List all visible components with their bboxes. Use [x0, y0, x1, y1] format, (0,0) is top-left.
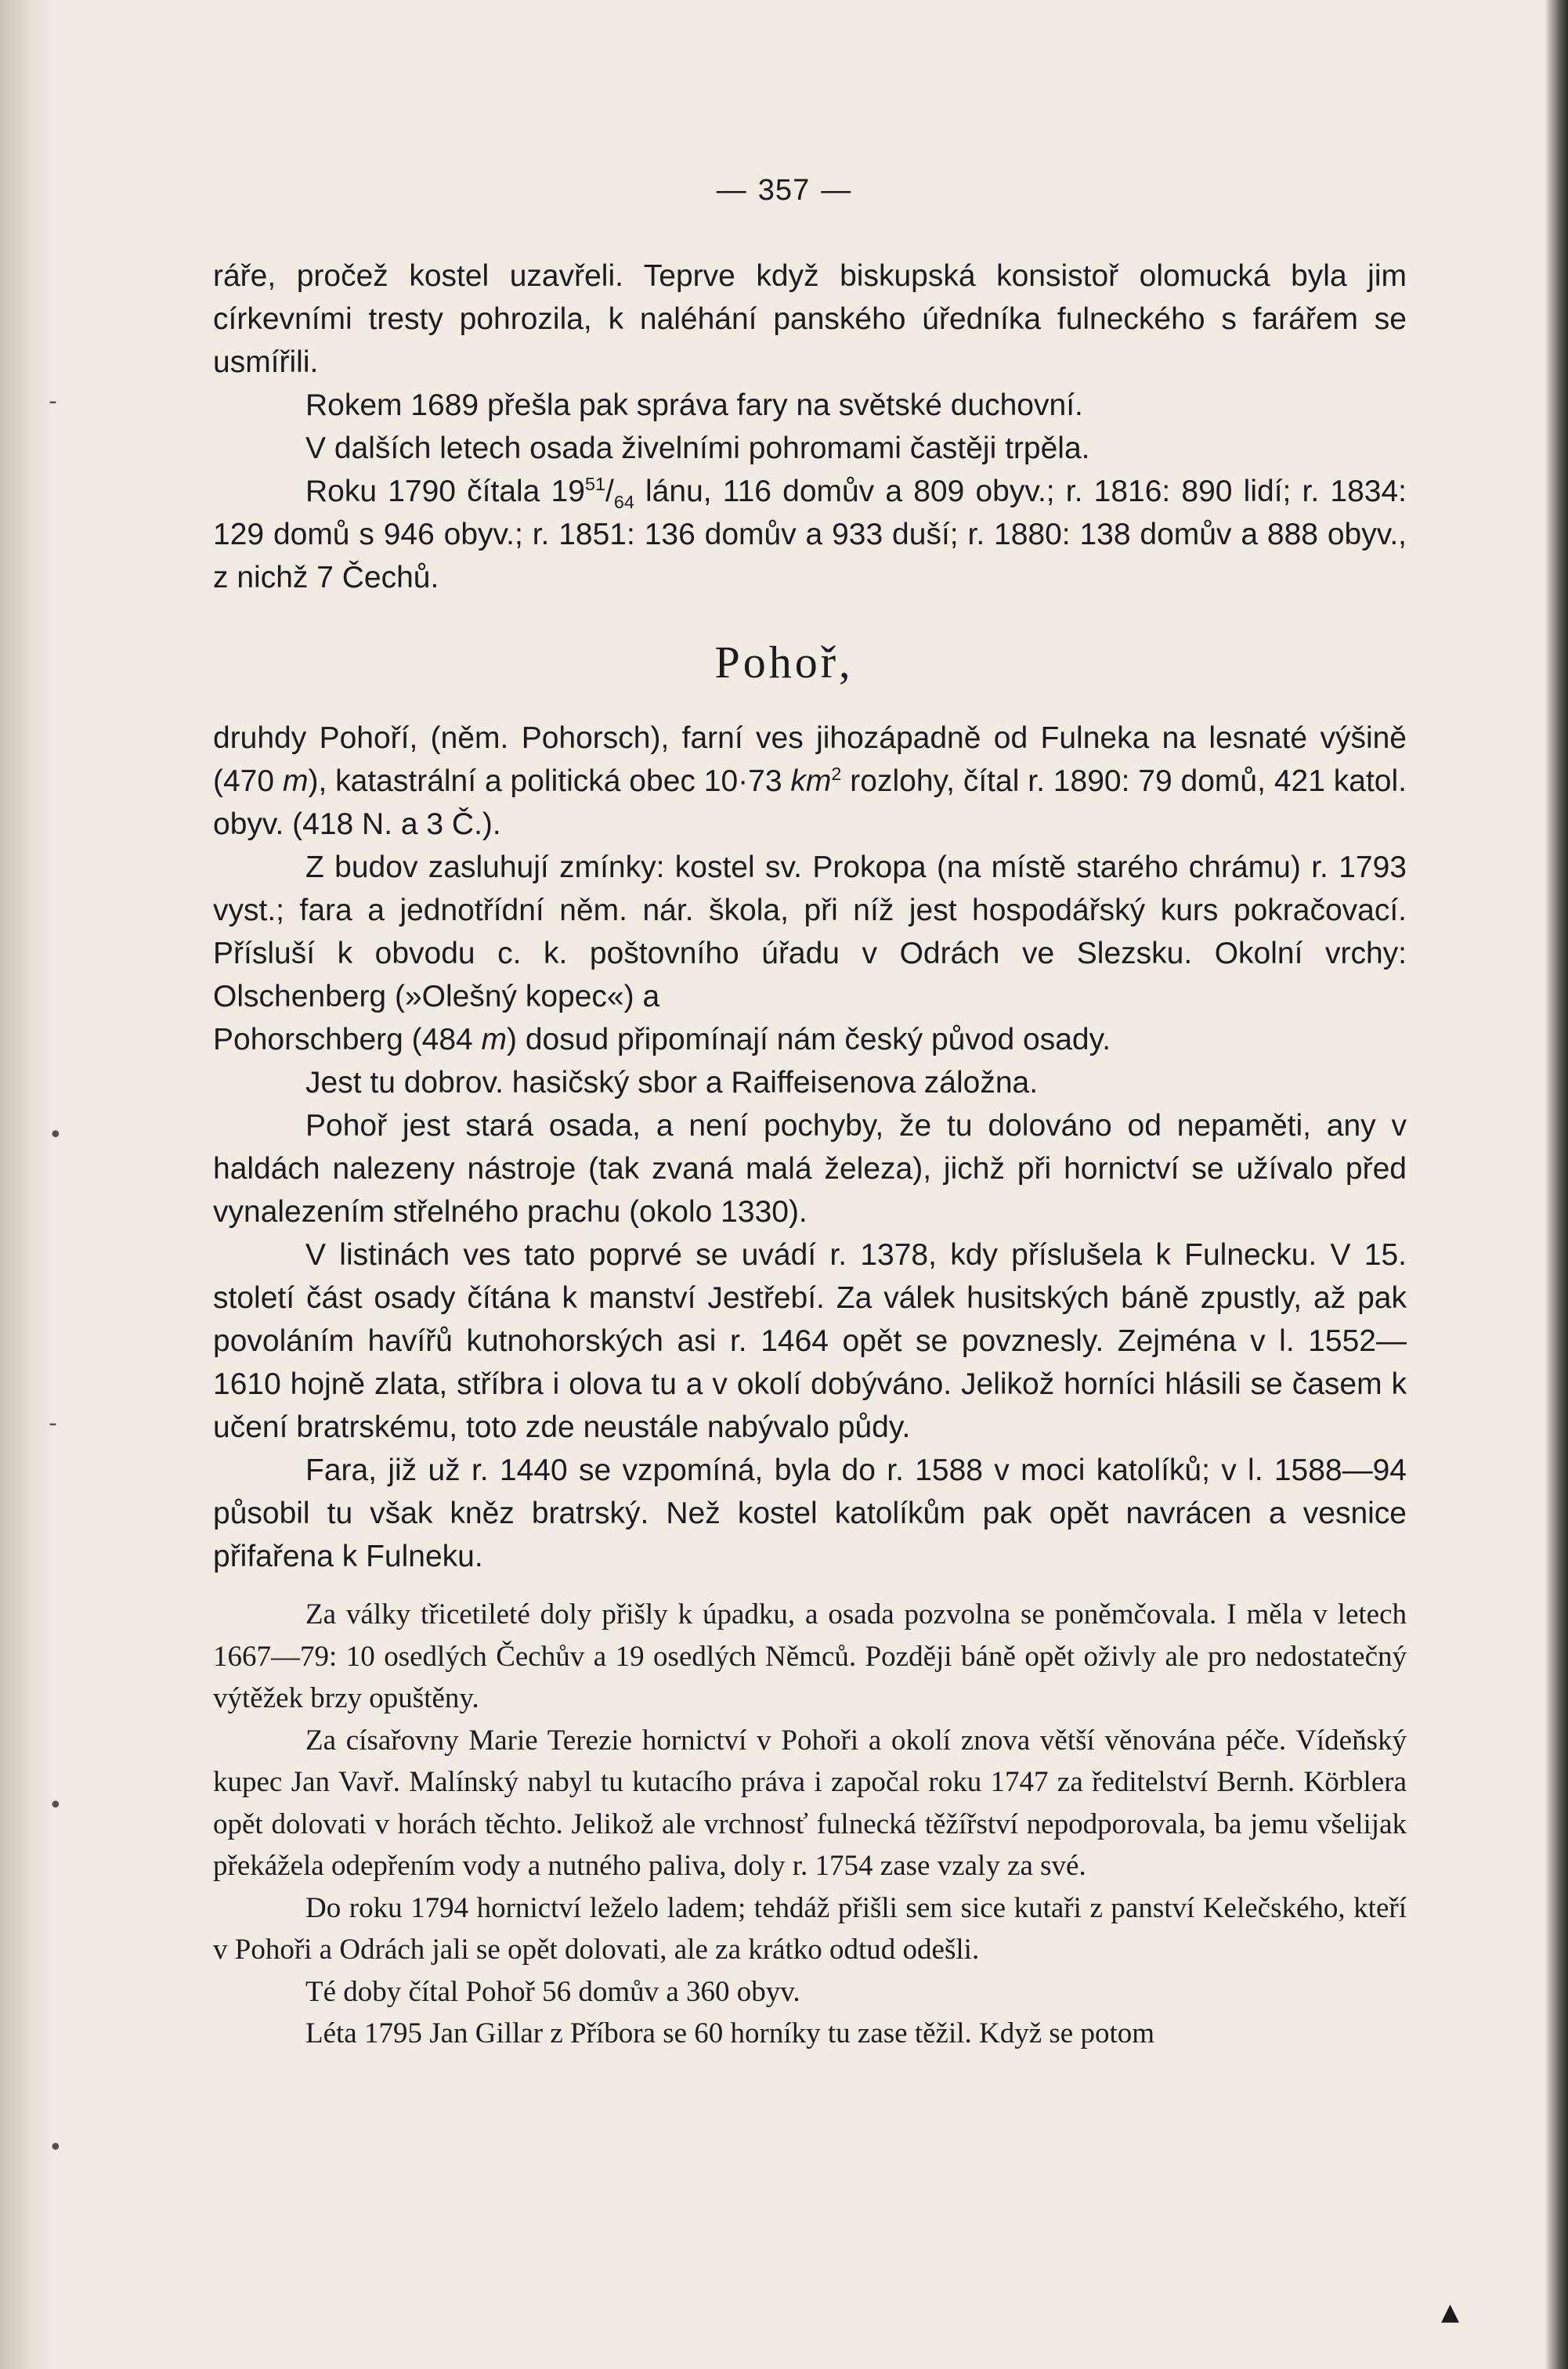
paragraph: Rokem 1689 přešla pak správa fary na světské duchovní. [305, 388, 1083, 422]
fraction-denominator: 64 [613, 491, 634, 512]
text-span: lánu, 116 domův a 809 obyv.; r. 1816: 890 lidí; r. 1834: 129 domů s 946 obyv.; r. 1851: 136 domův a 933 duší; r. 1880: 138 domův a 888 obyv., z nichž 7 Čechů. [213, 475, 1407, 594]
text-span: Pohorschberg (484 [213, 1023, 482, 1056]
page-gutter-shadow [0, 0, 55, 2369]
paragraph [213, 470, 1407, 599]
paragraph: Za války třicetileté doly přišly k úpadku, a osada pozvolna se poněmčovala. I měla v letech 1667—79: 10 osedlých Čechův a 19 osedlých Němců. Později báně opět oživly ale pro nedostatečný výtěžek brzy opuštěny. [213, 1598, 1407, 1714]
unit-italic: km [790, 764, 832, 798]
page-header [0, 174, 1568, 208]
paragraph: Léta 1795 Jan Gillar z Příbora se 60 horníky tu zase těžil. Když se potom [305, 2017, 1155, 2049]
margin-mark: - [49, 1410, 57, 1437]
margin-mark: • [49, 2134, 63, 2161]
prev-section-text [213, 255, 1407, 599]
paragraph: Pohoř jest stará osada, a není pochyby, že tu dolováno od nepaměti, any v haldách nalezeny nástroje (tak zvaná malá železa), jichž při hornictví se užívalo před vynalezením střelného prachu (okolo 1330). [213, 1109, 1407, 1229]
text-span: ) dosud připomínají nám český původ osady. [507, 1023, 1111, 1056]
page-number: 357 [757, 174, 811, 207]
paragraph: Fara, již už r. 1440 se vzpomíná, byla do r. 1588 v moci katolíků; v l. 1588—94 působil tu však kněz bratrský. Než kostel katolíkům pak opět navrácen a vesnice přifařena k Fulneku. [213, 1454, 1407, 1573]
paragraph: Do roku 1794 hornictví leželo ladem; tehdáž přišli sem sice kutaři z panství Kelečského, kteří v Pohoři a Odrách jali se opět dolovati, ale za krátko odtud odešli. [213, 1891, 1407, 1966]
text-span: rozlohy, čítal r. 1890: 79 domů, 421 katol. obyv. (418 N. a 3 Č.). [213, 764, 1407, 841]
paragraph: Z budov zasluhují zmínky: kostel sv. Prokopa (na místě starého chrámu) r. 1793 vyst.; fara a jednotřídní něm. nár. škola, při níž jest hospodářský kurs pokračovací. Přísluší k obvodu c. k. poštovního úřadu v Odrách ve Slezsku. Okolní vrchy: Olschenberg (»Olešný kopec«) a [213, 850, 1407, 1013]
text-span: Roku 1790 čítala 19 [305, 475, 585, 508]
paragraph: V listinách ves tato poprvé se uvádí r. 1378, kdy příslušela k Fulnecku. V 15. století část osady čítána k manství Jestřebí. Za válek husitských báně zpustly, až pak povoláním havířů kutnohorských asi r. 1464 opět se povznesly. Zejména v l. 1552—1610 hojně zlata, stříbra i olova tu a v okolí dobýváno. Jelikož horníci hlásili se časem k učení bratrskému, toto zde neustále nabývalo půdy. [213, 1238, 1407, 1444]
paragraph: Za císařovny Marie Terezie hornictví v Pohoři a okolí znova větší věnována péče. Vídeňský kupec Jan Vavř. Malínský nabyl tu kutacího práva i započal roku 1747 za ředitelství Bernh. Körblera opět dolovati v horách těchto. Jelikož ale vrchnosť fulnecká těžířství nepodporovala, ba jemu všelijak překážela odepřením vody a nutného paliva, doly r. 1754 zase vzaly za své. [213, 1724, 1407, 1882]
serif-section-text [213, 1594, 1407, 2055]
paragraph [213, 1018, 1407, 1061]
text-span: ), katastrální a politická obec 10·73 [308, 764, 791, 798]
margin-mark: • [49, 1121, 63, 1149]
paragraph [213, 717, 1407, 846]
superscript: 2 [831, 764, 842, 784]
paragraph: Té doby čítal Pohoř 56 domův a 360 obyv. [305, 1975, 800, 2008]
page-edge-shadow [1545, 0, 1568, 2369]
unit-italic: m [282, 764, 309, 798]
unit-italic: m [481, 1023, 508, 1056]
paragraph: Jest tu dobrov. hasičský sbor a Raiffeisenova záložna. [305, 1066, 1039, 1100]
margin-mark: - [49, 388, 57, 415]
fraction-numerator: 51 [584, 474, 605, 494]
header-dash-left: — [716, 174, 747, 207]
paragraph: V dalších letech osada živelními pohromami častěji trpěla. [305, 432, 1090, 465]
margin-mark: • [49, 1792, 63, 1819]
header-dash-right: — [821, 174, 852, 207]
section-text [213, 717, 1407, 1578]
margin-mark: ▲ [1441, 2299, 1460, 2326]
text-span: druhdy Pohoří, (něm. Pohorsch), farní ves jihozápadně od Fulneka na lesnaté výšině (470 [213, 721, 1407, 798]
section-title: Pohoř, [714, 637, 854, 688]
fraction-slash: / [605, 475, 614, 508]
paragraph: ráře, pročež kostel uzavřeli. Teprve když biskupská konsistoř olomucká byla jim církevními tresty pohrozila, k naléhání panského úředníka fulneckého s farářem se usmířili. [213, 259, 1407, 379]
